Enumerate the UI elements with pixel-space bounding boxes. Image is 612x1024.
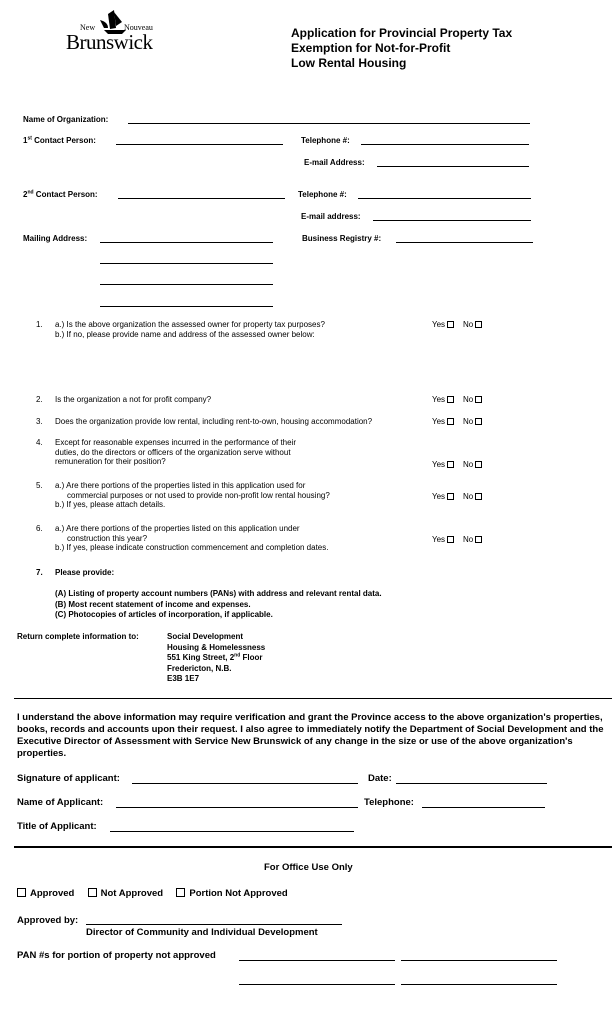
applicant-name-field[interactable] [116,807,358,808]
q7a-item: (A) Listing of property account numbers (PANs) with address and relevant rental data. [55,589,382,598]
date-label: Date: [368,773,392,784]
q5-yes-checkbox[interactable] [447,493,454,500]
email2-label: E-mail address: [301,212,361,221]
q7-number: 7. [36,568,43,577]
email2-field[interactable] [373,220,531,221]
applicant-telephone-field[interactable] [422,807,545,808]
pan-field-1[interactable] [239,960,395,961]
mailing-field-2[interactable] [100,263,273,264]
q6-text: a.) Are there portions of the properties listed on this application under construction this year? b.) If yes, please indicate construction commencement and completion dates. [55,524,329,552]
divider-office [14,846,612,848]
q2-yes-no: Yes No [432,395,482,404]
q3-yes-no: Yes No [432,417,482,426]
office-status-options [17,888,288,899]
q6-no-checkbox[interactable] [475,536,482,543]
approved-option[interactable]: Approved [17,888,74,899]
form-title [291,26,512,71]
contact1-field[interactable] [116,144,283,145]
q4-text: Except for reasonable expenses incurred in the performance of their duties, do the directors or officers of the organization serve without remuneration for their position? [55,438,297,466]
office-use-heading: For Office Use Only [264,862,353,873]
approved-by-field[interactable] [86,924,342,925]
q4-no-checkbox[interactable] [475,461,482,468]
signature-label: Signature of applicant: [17,773,120,784]
contact2-field[interactable] [118,198,285,199]
telephone1-label: Telephone #: [301,136,350,145]
applicant-telephone-label: Telephone: [364,797,414,808]
return-label: Return complete information to: [17,632,139,641]
pan-label: PAN #s for portion of property not approved [17,950,216,961]
q2-text: Is the organization a not for profit company? [55,395,212,404]
q6-number: 6. [36,524,43,533]
applicant-title-field[interactable] [110,831,354,832]
q5-yes-no: Yes No [432,492,482,501]
q4-number: 4. [36,438,43,447]
q1-text [55,320,325,339]
applicant-name-label: Name of Applicant: [17,797,104,808]
q6-yes-no: Yes No [432,535,482,544]
q5-no-checkbox[interactable] [475,493,482,500]
mailing-label: Mailing Address: [23,234,88,243]
mailing-field-3[interactable] [100,284,273,285]
q5-text: a.) Are there portions of the properties listed in this application used for commercial purposes or not used to provide non-profit low rental housing? b.) If yes, please attach details. [55,481,330,509]
declaration-text: I understand the above information may require verification and grant the Province access to the above organization's properties, books, records and accounts upon their request. I also agree to immediately notify the Department of Social Development and the Executive Director of Assessment with Service New Brunswick of any change in the size or use of the above organization's properties. [17,712,604,759]
telephone2-label: Telephone #: [298,190,347,199]
business-registry-field[interactable] [396,242,533,243]
q2-number: 2. [36,395,43,404]
date-field[interactable] [396,783,547,784]
q3-no-checkbox[interactable] [475,418,482,425]
logo-nouveau: Nouveau [124,23,153,32]
approved-checkbox[interactable] [17,888,26,897]
nb-logo [64,8,179,54]
q1-no-checkbox[interactable] [475,321,482,328]
contact1-label: 1st Contact Person: [23,135,96,145]
portion-not-approved-option[interactable]: Portion Not Approved [176,888,287,899]
not-approved-checkbox[interactable] [88,888,97,897]
q7-list [55,589,382,621]
q3-number: 3. [36,417,43,426]
contact2-label: 2nd Contact Person: [23,189,98,199]
pan-field-2[interactable] [401,960,557,961]
q1b-text: b.) If no, please provide name and address of the assessed owner below: [55,329,315,339]
telephone2-field[interactable] [358,198,531,199]
mailing-field-4[interactable] [100,306,273,307]
logo-new: New [80,23,96,32]
email1-label: E-mail Address: [304,158,365,167]
not-approved-option[interactable]: Not Approved [88,888,163,899]
q6-yes-checkbox[interactable] [447,536,454,543]
portion-not-approved-checkbox[interactable] [176,888,185,897]
pan-field-4[interactable] [401,984,557,985]
business-registry-label: Business Registry #: [302,234,382,243]
director-label: Director of Community and Individual Development [86,927,318,938]
q3-text: Does the organization provide low rental, including rent-to-own, housing accommodation? [55,417,373,426]
mailing-field-1[interactable] [100,242,273,243]
pan-field-3[interactable] [239,984,395,985]
org-name-label: Name of Organization: [23,115,109,124]
divider-top [14,698,612,699]
q3-yes-checkbox[interactable] [447,418,454,425]
q1-yes-no: Yes No [432,320,482,329]
q5-number: 5. [36,481,43,490]
q7c-item: (C) Photocopies of articles of incorporation, if applicable. [55,610,273,619]
title-line-3: Low Rental Housing [291,56,407,70]
q4-yes-checkbox[interactable] [447,461,454,468]
q1-number: 1. [36,320,43,329]
logo-brunswick: Brunswick [66,30,153,54]
q4-yes-no: Yes No [432,460,482,469]
approved-by-label: Approved by: [17,915,79,926]
q7b-item: (B) Most recent statement of income and expenses. [55,599,251,609]
q7-text: Please provide: [55,568,115,577]
q2-no-checkbox[interactable] [475,396,482,403]
title-line-1: Application for Provincial Property Tax [291,26,513,40]
return-address: Social Development Housing & Homelessness 551 King Street, 2nd Floor Fredericton, N.B. E3B 1E7 [167,632,266,683]
telephone1-field[interactable] [361,144,529,145]
q2-yes-checkbox[interactable] [447,396,454,403]
org-name-field[interactable] [128,123,530,124]
signature-field[interactable] [132,783,358,784]
q1-yes-checkbox[interactable] [447,321,454,328]
title-line-2: Exemption for Not-for-Profit [291,41,451,55]
applicant-title-label: Title of Applicant: [17,821,97,832]
email1-field[interactable] [377,166,529,167]
q1a-text: a.) Is the above organization the assessed owner for property tax purposes? [55,320,325,329]
